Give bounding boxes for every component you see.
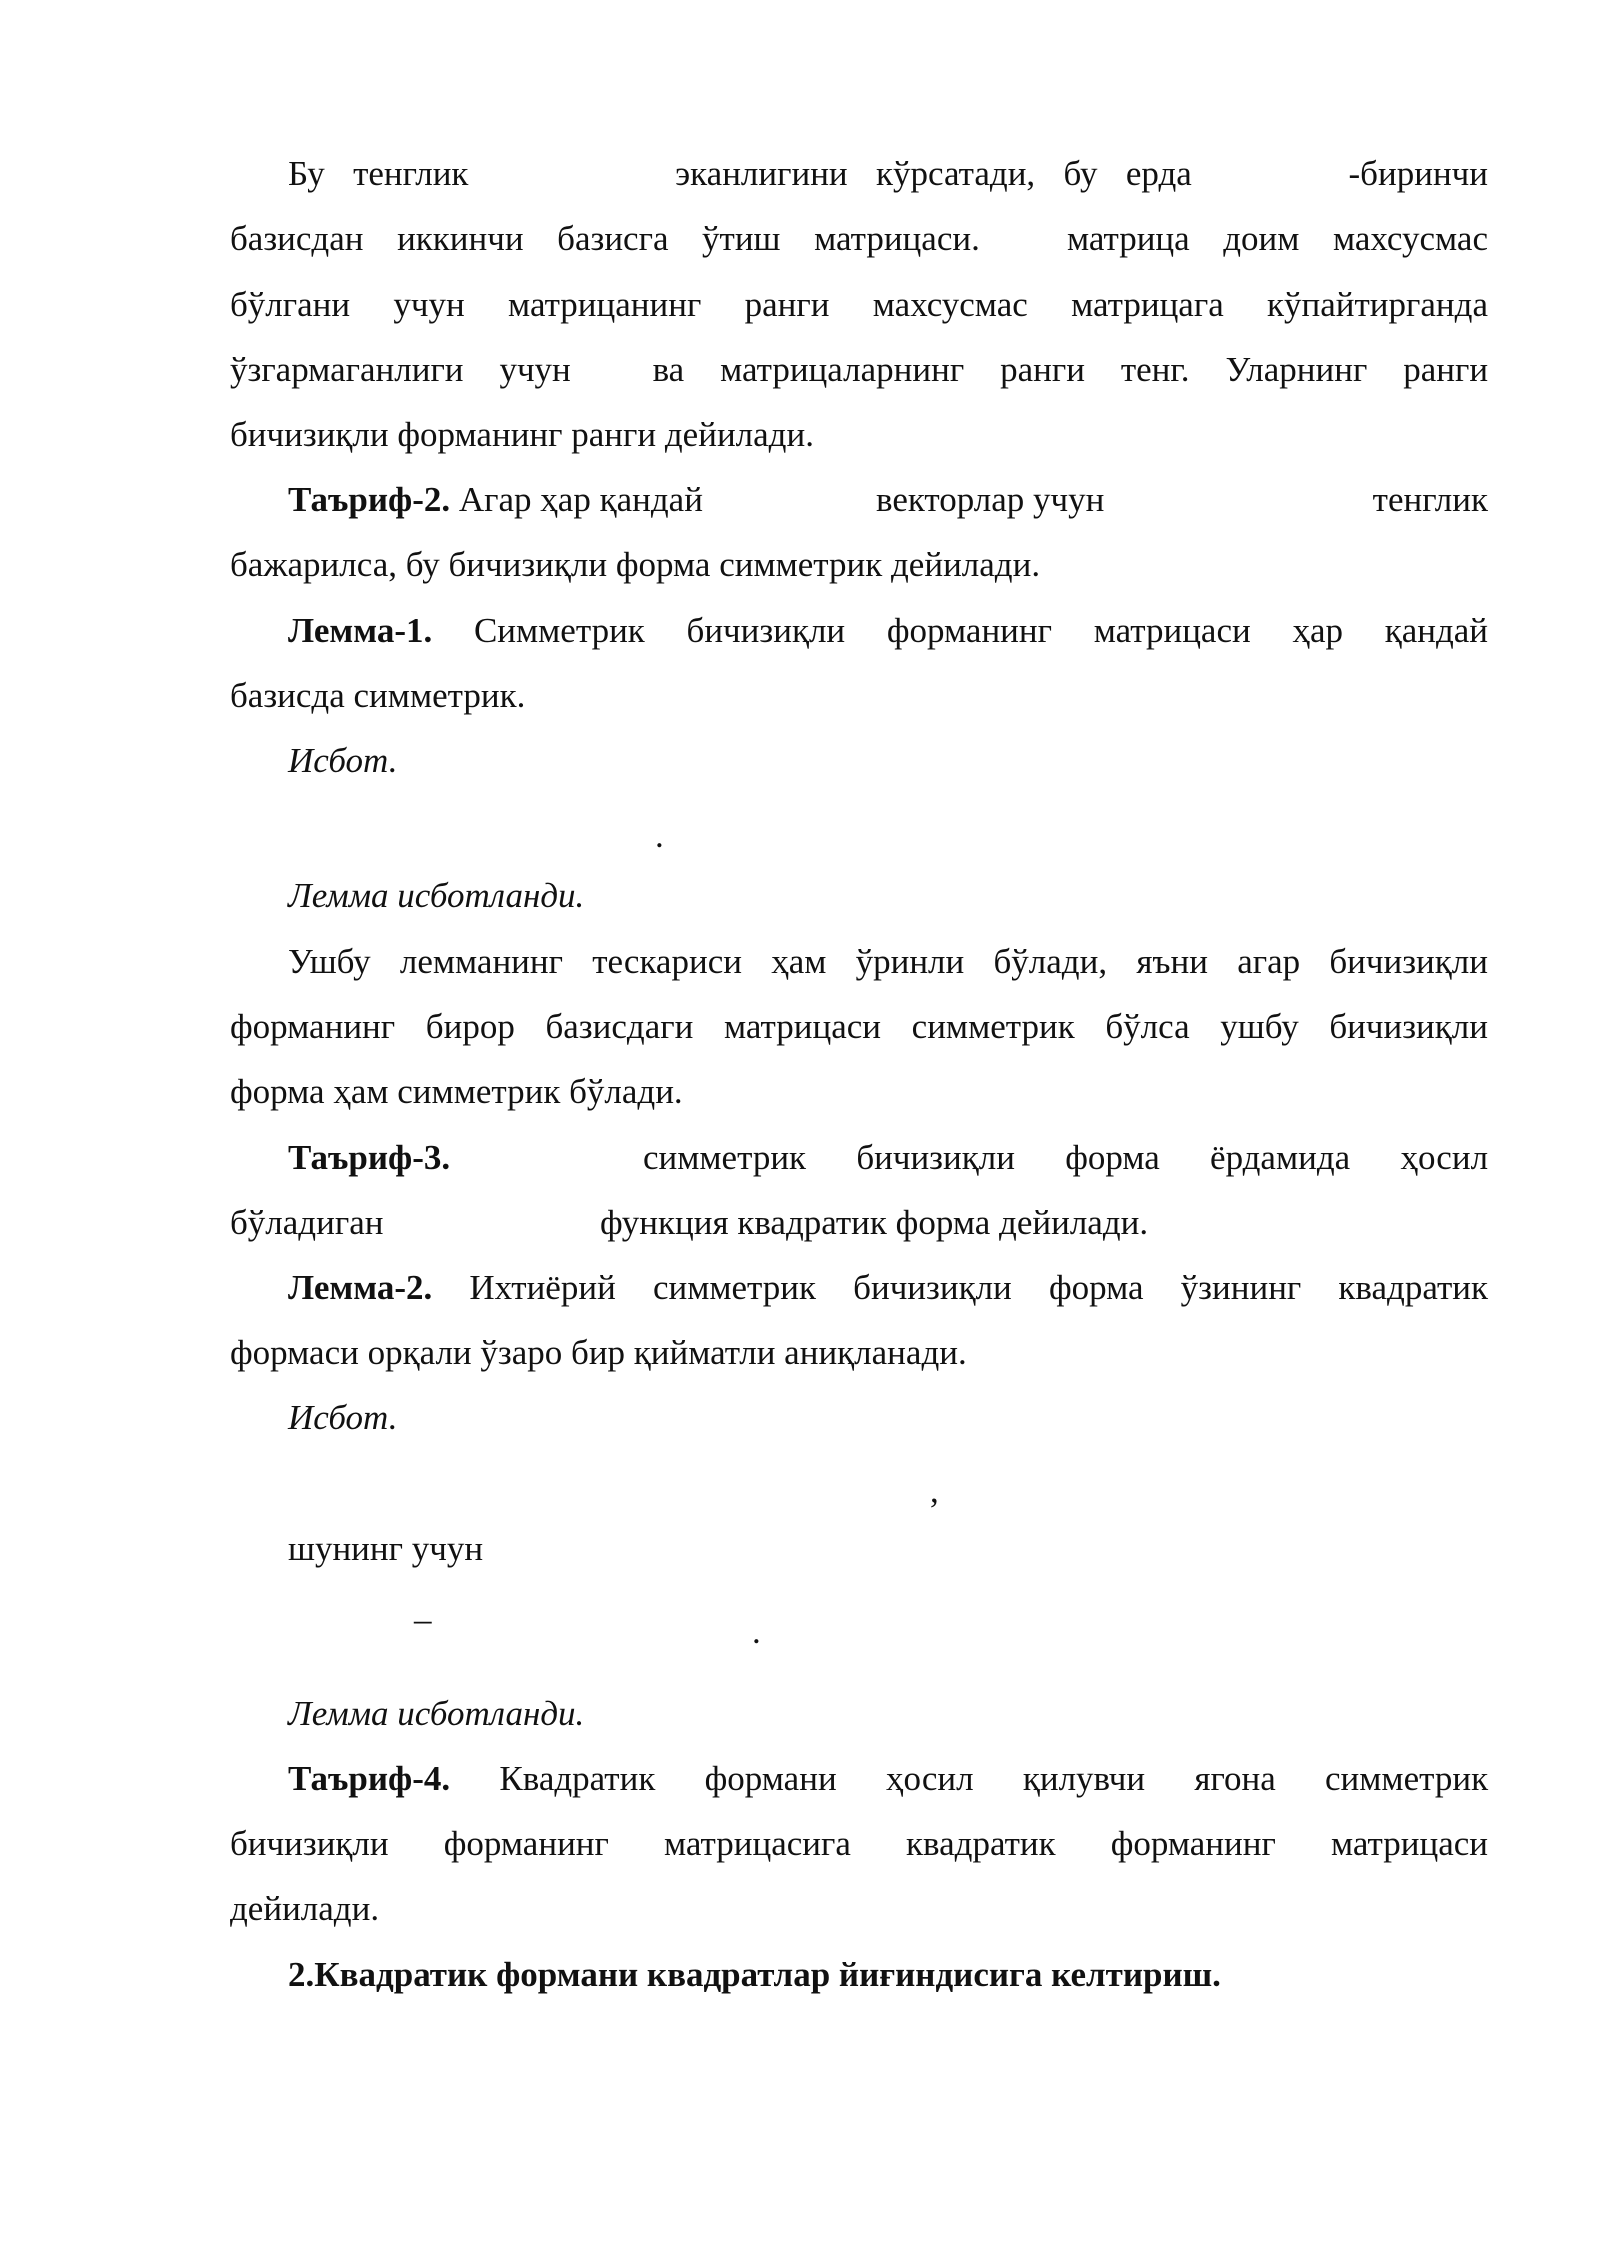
- formula-placeholder: .: [655, 816, 664, 855]
- minus-sign: –: [414, 1600, 432, 1639]
- word: бичизиқли: [686, 611, 846, 650]
- word: квадратик: [1338, 1268, 1488, 1307]
- word: матрицаси: [723, 1007, 882, 1046]
- word: учун: [499, 350, 571, 389]
- proof-label: Исбот.: [288, 741, 398, 780]
- word: кўрсатади,: [876, 154, 1036, 193]
- word: бичизиқли: [1329, 1007, 1488, 1046]
- word: ранги: [1000, 350, 1085, 389]
- word: ҳосил: [1400, 1138, 1489, 1177]
- definition-heading: Таъриф-4.: [288, 1759, 451, 1798]
- proof-label: Исбот.: [288, 1398, 398, 1437]
- word: яъни: [1136, 942, 1208, 981]
- word: бўладиган: [230, 1203, 384, 1242]
- word: базисдаги: [545, 1007, 694, 1046]
- word: симметрик: [652, 1268, 817, 1307]
- word: учун: [393, 285, 465, 324]
- paragraph-line: дейилади.: [230, 1889, 380, 1928]
- word: бўлади,: [993, 942, 1108, 981]
- word: матрицаларнинг: [720, 350, 965, 389]
- word: ягона: [1194, 1759, 1276, 1798]
- word: базисдан: [230, 219, 364, 258]
- definition-line: [288, 1757, 1488, 1801]
- formula-period: .: [752, 1612, 761, 1651]
- word: симметрик: [643, 1138, 807, 1177]
- definition-heading: Таъриф-2.: [288, 480, 451, 519]
- word: ранги: [1403, 350, 1489, 389]
- word: формани: [704, 1759, 837, 1798]
- word: бичизиқли: [1329, 942, 1488, 981]
- word: тенг.: [1120, 350, 1190, 389]
- text-fragment: функция квадратик форма дейилади.: [600, 1203, 1149, 1242]
- definition-heading: Таъриф-3.: [288, 1138, 451, 1177]
- word: Ихтиёрий: [469, 1268, 616, 1307]
- paragraph-line: [230, 1201, 1488, 1245]
- word: матрицаси: [1093, 611, 1251, 650]
- word: ҳар: [1292, 611, 1343, 650]
- word: агар: [1237, 942, 1301, 981]
- word: матрицаси: [1330, 1824, 1488, 1863]
- word: қилувчи: [1022, 1759, 1146, 1798]
- word: бичизиқли: [856, 1138, 1015, 1177]
- paragraph-line: [230, 217, 1488, 261]
- word: ва: [652, 350, 685, 389]
- word: Уларнинг: [1225, 350, 1368, 389]
- word: иккинчи: [397, 219, 524, 258]
- paragraph-line: шунинг учун: [288, 1529, 484, 1568]
- word: ўринли: [855, 942, 965, 981]
- word: Бу: [288, 154, 325, 193]
- word: ўтиш: [702, 219, 781, 258]
- word: ерда: [1125, 154, 1192, 193]
- word: тескариси: [592, 942, 742, 981]
- word: бичизиқли: [230, 1824, 389, 1863]
- paragraph-line: [230, 283, 1488, 327]
- word: форма: [1065, 1138, 1160, 1177]
- word: ҳам: [771, 942, 827, 981]
- proof-end: Лемма исботланди.: [288, 876, 585, 915]
- word: бўлгани: [230, 285, 351, 324]
- word: матрица: [1066, 219, 1190, 258]
- text-fragment: векторлар учун: [876, 480, 1105, 519]
- word: қандай: [1384, 611, 1489, 650]
- word: доим: [1223, 219, 1300, 258]
- formula-placeholder: ,: [930, 1471, 939, 1510]
- word: ушбу: [1220, 1007, 1299, 1046]
- paragraph-line: [230, 1005, 1488, 1049]
- definition-line: [288, 1136, 1488, 1180]
- word: симметрик: [1325, 1759, 1489, 1798]
- word: лемманинг: [399, 942, 563, 981]
- word: бўлса: [1105, 1007, 1190, 1046]
- paragraph-line: формаси орқали ўзаро бир қийматли аниқланади.: [230, 1333, 967, 1372]
- word: матрицага: [1071, 285, 1224, 324]
- word: -биринчи: [1348, 154, 1489, 193]
- lemma-heading: Лемма-2.: [288, 1268, 433, 1307]
- word: Квадратик: [499, 1759, 656, 1798]
- paragraph-line: форма ҳам симметрик бўлади.: [230, 1072, 683, 1111]
- paragraph-line: бичизиқли форманинг ранги дейилади.: [230, 415, 814, 454]
- definition-line: [288, 478, 1488, 522]
- paragraph-line: [230, 348, 1488, 392]
- lemma-line: [288, 609, 1488, 653]
- word: бичизиқли: [853, 1268, 1012, 1307]
- word: форманинг: [886, 611, 1052, 650]
- word: матрицаси.: [814, 219, 980, 258]
- section-heading: 2.Квадратик формани квадратлар йиғиндисига келтириш.: [288, 1955, 1221, 1994]
- lemma-heading: Лемма-1.: [288, 611, 433, 650]
- word: форма: [1048, 1268, 1144, 1307]
- paragraph-line: [288, 940, 1488, 984]
- word: бу: [1063, 154, 1098, 193]
- word: форманинг: [230, 1007, 396, 1046]
- word: бирор: [425, 1007, 515, 1046]
- word: симметрик: [911, 1007, 1075, 1046]
- paragraph-line: бажарилса, бу бичизиқли форма симметрик дейилади.: [230, 545, 1041, 584]
- word: тенглик: [353, 154, 469, 193]
- word: форманинг: [1110, 1824, 1276, 1863]
- lemma-line: [288, 1266, 1488, 1310]
- word: базисга: [557, 219, 669, 258]
- word: матрицасига: [664, 1824, 851, 1863]
- proof-end: Лемма исботланди.: [288, 1694, 585, 1733]
- word: ўзининг: [1180, 1268, 1302, 1307]
- word: ўзгармаганлиги: [230, 350, 464, 389]
- paragraph-line: базисда симметрик.: [230, 676, 526, 715]
- word: ранги: [744, 285, 830, 324]
- word: матрицанинг: [508, 285, 702, 324]
- word: эканлигини: [675, 154, 848, 193]
- text-fragment: Агар ҳар қандай: [458, 480, 703, 519]
- word: Ушбу: [288, 942, 371, 981]
- paragraph-line: [230, 1822, 1488, 1866]
- word: махсусмас: [1332, 219, 1489, 258]
- word: махсусмас: [872, 285, 1028, 324]
- word: форманинг: [443, 1824, 609, 1863]
- word: квадратик: [906, 1824, 1056, 1863]
- text-fragment: тенглик: [1372, 480, 1488, 519]
- paragraph-line: [288, 152, 1488, 196]
- word: Симметрик: [473, 611, 645, 650]
- text-fragment: [643, 1136, 1488, 1180]
- word: ҳосил: [885, 1759, 974, 1798]
- word: кўпайтирганда: [1267, 285, 1489, 324]
- word: ёрдамида: [1210, 1138, 1351, 1177]
